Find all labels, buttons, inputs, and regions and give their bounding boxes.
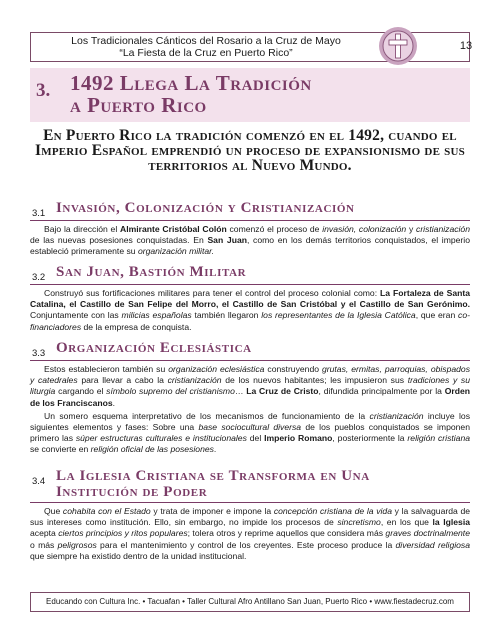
text-run: y [406, 224, 417, 234]
bold-text: la Iglesia [432, 517, 471, 528]
italic-text: milicias españolas [121, 310, 192, 321]
italic-text: cristianización [167, 375, 222, 386]
section-heading [30, 68, 470, 122]
text-run: de los nuevos habitantes; les impusieron sus [221, 375, 408, 386]
section-title-line-1: 1492 Llega La Tradición [70, 71, 312, 95]
text-run: construyendo [264, 364, 322, 374]
text-run: , como en los demás territorios conquistados, el imperio estableció primeramente su [30, 235, 470, 257]
subsection-title-line-2: Institución de Poder [56, 484, 208, 500]
bold-text: Almirante Cristóbal Colón [120, 224, 227, 234]
text-run: del [246, 433, 265, 444]
text-run: , que eran [415, 310, 459, 321]
paragraph [30, 224, 470, 258]
italic-text: cristianización [416, 224, 470, 234]
bold-text: San Juan [207, 235, 247, 246]
text-run: Construyó sus fortificaciones militares para tener el control del proceso colonial como: [44, 288, 381, 298]
paragraph [30, 288, 470, 333]
italic-text: organización eclesiástica [168, 364, 265, 374]
subsection-number: 3.4 [32, 476, 46, 487]
subsection-title: San Juan, Bastión Militar [56, 264, 247, 280]
subsection-title: Organización Eclesiástica [56, 340, 252, 356]
italic-text: ciertos principios y ritos populares [58, 528, 188, 539]
header-title [31, 35, 381, 59]
subsection-title: Invasión, Colonización y Cristianización [56, 200, 355, 216]
text-run: Conjuntamente con las [30, 310, 122, 321]
text-run: Bajo la dirección el [44, 224, 120, 234]
text-run: y trata de imponer e impone la [150, 506, 274, 516]
subsection-heading [30, 200, 470, 221]
italic-text: co-financiadores [30, 310, 470, 332]
italic-text: peligrosos [57, 539, 97, 550]
subsection-number: 3.3 [32, 348, 46, 359]
italic-text: súper estructuras culturales e institucionales [75, 433, 247, 444]
italic-text: sincretismo [337, 517, 381, 528]
subsection-number: 3.1 [32, 208, 46, 219]
section-number: 3. [36, 80, 51, 101]
bold-text: Orden de los Franciscanos [30, 386, 470, 408]
section-title [70, 72, 312, 116]
page-header [30, 32, 473, 62]
subsection-3-4 [30, 468, 470, 562]
text-run: de la empresa de conquista. [81, 321, 192, 332]
page-number: 13 [459, 40, 473, 52]
italic-text: invasión, colonización [322, 224, 407, 234]
italic-text: grutas, ermitas, parroquias, obispados y catedrales [30, 364, 470, 386]
text-run: Estos establecieron también su [44, 364, 169, 374]
text-run: , en los que [380, 517, 433, 528]
italic-text: cohabita con el Estado [62, 506, 151, 516]
text-run: y la salvaguarda de sus intereses como institución. Ello, sin embargo, no impide los procesos de [30, 506, 471, 528]
header-line-2: “La Fiesta de la Cruz en Puerto Rico” [119, 47, 293, 59]
italic-text: religión oficial de las posesiones [90, 444, 214, 455]
italic-text: tradiciones y su liturgia [30, 375, 470, 397]
subsection-title-line-1: La Iglesia Cristiana se Transforma en Una [56, 468, 370, 484]
subsection-3-2 [30, 264, 470, 333]
bold-text: La Fortaleza de Santa Catalina, el Castillo de San Felipe del Morro, el Castillo de San Cristóbal y el Castillo de San Gerónimo. [30, 288, 470, 310]
text-run: se convierte en [30, 444, 91, 455]
section-title-line-2: a Puerto Rico [70, 93, 207, 117]
text-run: , difundida principalmente por la [318, 386, 445, 397]
text-run: también llegaron [191, 310, 262, 321]
page-footer: Educando con Cultura Inc. • Tacuafan • Taller Cultural Afro Antillano San Juan, Puerto Rico • www.fiestadecruz.com [30, 592, 470, 612]
intro-statement: En Puerto Rico la tradición comenzó en el 1492, cuando el Imperio Español emprendió un proceso de expansionismo de sus territorios al Nuevo Mundo. [35, 127, 465, 174]
text-run: . [213, 444, 217, 455]
italic-text: concepción cristiana de la vida [273, 506, 392, 516]
cross-seal-icon [378, 26, 418, 66]
text-run: ; tolera otros y reprime aquellos que considera más [187, 528, 386, 539]
text-run: de las nuevas posesiones conquistadas. En [30, 235, 208, 246]
italic-text: base sociocultural diversa [198, 422, 302, 433]
text-run: o más [30, 539, 58, 550]
italic-text: organización militar. [137, 246, 215, 257]
subsection-title [56, 468, 370, 500]
text-run: que siempre ha existido dentro de la unidad institucional. [30, 550, 247, 561]
italic-text: diversidad religiosa [395, 539, 470, 550]
text-run: , posteriormente la [332, 433, 408, 444]
text-run: … [234, 386, 247, 397]
paragraph [30, 411, 470, 456]
paragraph [30, 364, 470, 409]
italic-text: cristianización [369, 410, 424, 421]
italic-text: los representantes de la Iglesia Católica [261, 310, 416, 321]
text-run: de los pueblos conquistados se imponen primero las [30, 422, 470, 444]
text-run: comenzó el proceso de [226, 224, 323, 234]
bold-text: La Cruz de Cristo [246, 386, 319, 397]
italic-text: símbolo supremo del cristianismo [106, 386, 235, 397]
subsection-number: 3.2 [32, 272, 46, 283]
text-run: para el mantenimiento y control de los creyentes. Este proceso produce la [96, 539, 396, 550]
text-run: cargando el [55, 386, 107, 397]
bold-text: Imperio Romano [264, 433, 333, 444]
text-run: . [112, 397, 116, 408]
text-run: Que [44, 506, 63, 516]
subsection-heading [30, 264, 470, 285]
text-run: Un somero esquema interpretativo de los mecanismos de funcionamiento de la [44, 410, 370, 421]
header-line-1: Los Tradicionales Cánticos del Rosario a la Cruz de Mayo [71, 35, 341, 47]
subsection-heading [30, 340, 470, 361]
subsection-3-3 [30, 340, 470, 456]
text-run: para llevar a cabo la [77, 375, 168, 386]
text-run: incluye los siguientes elementos y fases: Sobre una [30, 410, 470, 433]
subsection-3-1 [30, 200, 470, 258]
italic-text: religión cristiana [407, 433, 470, 444]
italic-text: graves doctrinalmente [385, 528, 470, 539]
paragraph [30, 506, 470, 562]
subsection-heading [30, 468, 470, 503]
text-run: acepta [30, 528, 59, 539]
